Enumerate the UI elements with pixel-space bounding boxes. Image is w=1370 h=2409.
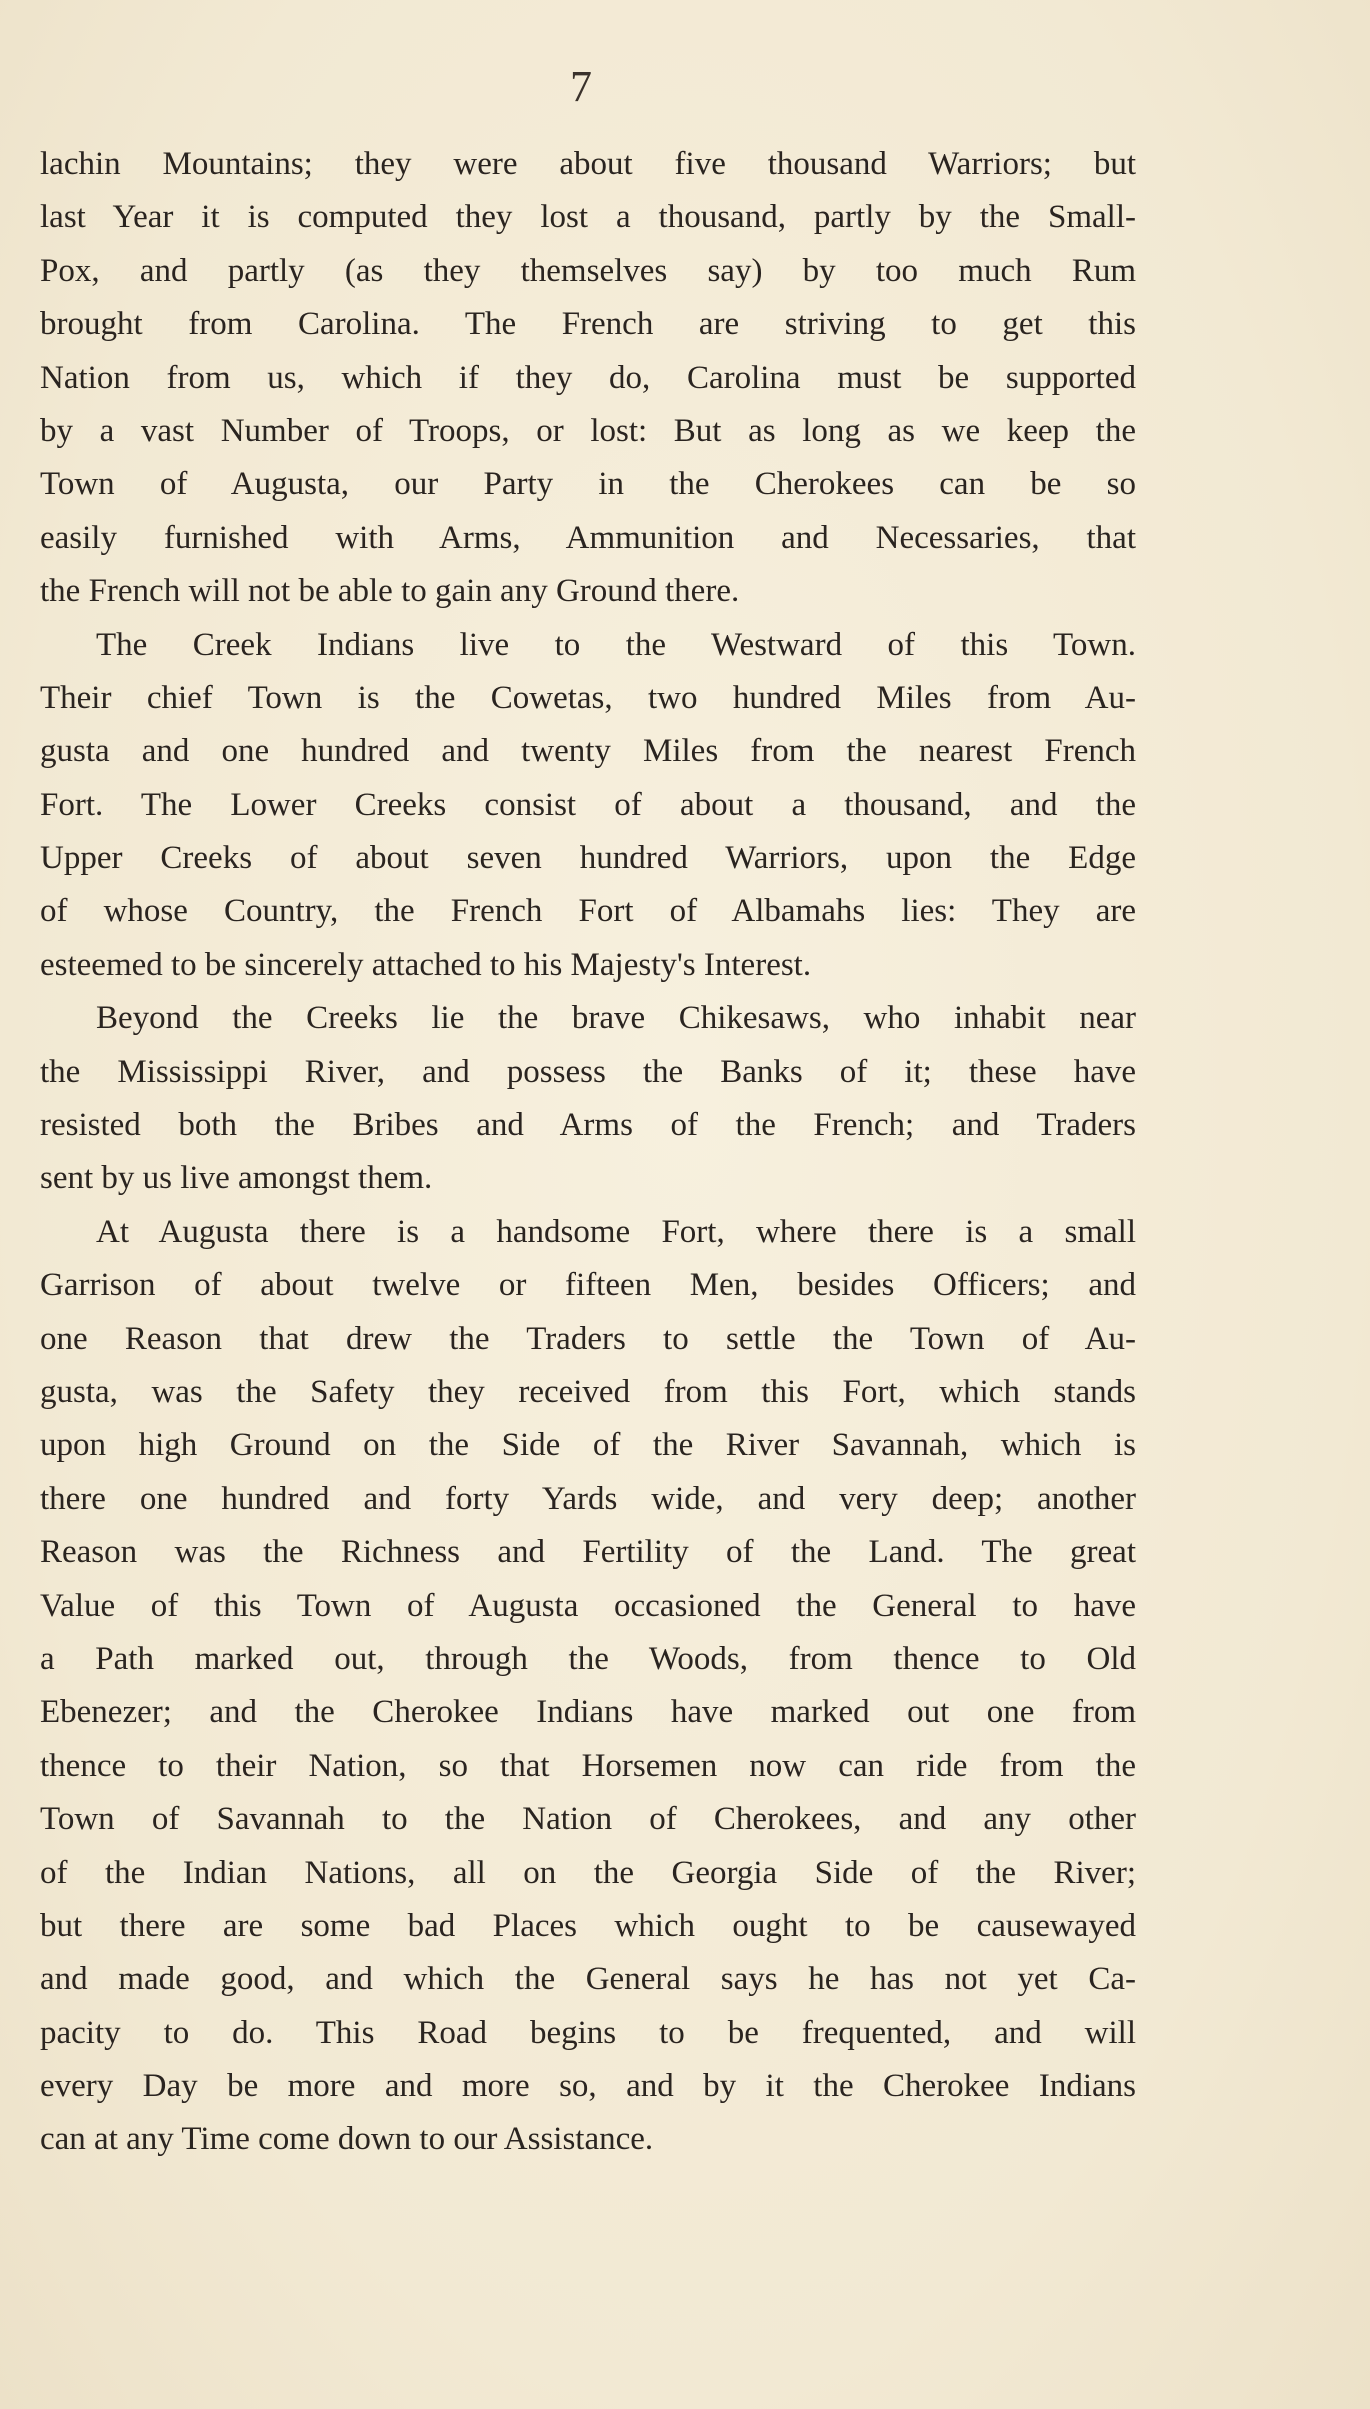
text-line: thence to their Nation, so that Horsemen now can ride from the: [40, 1747, 1136, 1784]
text-line: Town of Savannah to the Nation of Cherokees, and any other: [40, 1801, 1136, 1838]
text-line: upon high Ground on the Side of the River Savannah, which is: [40, 1427, 1136, 1464]
text-line: Garrison of about twelve or fifteen Men, besides Officers; and: [40, 1267, 1136, 1304]
text-line: Their chief Town is the Cowetas, two hundred Miles from Au-: [40, 679, 1136, 716]
text-line: resisted both the Bribes and Arms of the French; and Traders: [40, 1107, 1136, 1144]
text-line: gusta and one hundred and twenty Miles from the nearest French: [40, 733, 1136, 770]
text-line: can at any Time come down to our Assistance.: [40, 2121, 654, 2158]
text-line: by a vast Number of Troops, or lost: But as long as we keep the: [40, 412, 1136, 449]
text-line: Upper Creeks of about seven hundred Warriors, upon the Edge: [40, 840, 1136, 877]
paragraph-start-line: The Creek Indians live to the Westward of this Town.: [96, 626, 1136, 663]
text-line: but there are some bad Places which ought to be causewayed: [40, 1907, 1136, 1944]
text-line: the French will not be able to gain any Ground there.: [40, 573, 740, 610]
text-line: lachin Mountains; they were about five thousand Warriors; but: [40, 146, 1136, 182]
text-line: the Mississippi River, and possess the Banks of it; these have: [40, 1053, 1136, 1090]
text-line: a Path marked out, through the Woods, from thence to Old: [40, 1640, 1136, 1677]
text-line: brought from Carolina. The French are striving to get this: [40, 306, 1136, 343]
text-line: Value of this Town of Augusta occasioned the General to have: [40, 1587, 1136, 1624]
paragraph-start-line: At Augusta there is a handsome Fort, where there is a small: [96, 1213, 1136, 1250]
text-line: there one hundred and forty Yards wide, and very deep; another: [40, 1480, 1136, 1517]
text-line: sent by us live amongst them.: [40, 1160, 433, 1197]
text-line: of whose Country, the French Fort of Albamahs lies: They are: [40, 893, 1136, 930]
text-line: Reason was the Richness and Fertility of the Land. The great: [40, 1534, 1136, 1571]
text-line: last Year it is computed they lost a thousand, partly by the Small-: [40, 199, 1136, 236]
paragraph-start-line: Beyond the Creeks lie the brave Chikesaws, who inhabit near: [96, 1000, 1136, 1037]
text-line: easily furnished with Arms, Ammunition and Necessaries, that: [40, 519, 1136, 556]
text-line: Ebenezer; and the Cherokee Indians have marked out one from: [40, 1694, 1136, 1731]
text-line: of the Indian Nations, all on the Georgia Side of the River;: [40, 1854, 1136, 1891]
text-line: pacity to do. This Road begins to be frequented, and will: [40, 2014, 1136, 2051]
page-number: 7: [570, 62, 592, 111]
text-line: Nation from us, which if they do, Carolina must be supported: [40, 359, 1136, 396]
text-line: esteemed to be sincerely attached to his Majesty's Interest.: [40, 946, 812, 983]
text-line: gusta, was the Safety they received from this Fort, which stands: [40, 1373, 1136, 1410]
text-line: Town of Augusta, our Party in the Cherokees can be so: [40, 466, 1136, 503]
text-line: and made good, and which the General says he has not yet Ca-: [40, 1961, 1136, 1998]
text-line: Pox, and partly (as they themselves say) by too much Rum: [40, 252, 1136, 289]
text-line: every Day be more and more so, and by it the Cherokee Indians: [40, 2068, 1136, 2105]
text-line: Fort. The Lower Creeks consist of about a thousand, and the: [40, 786, 1136, 823]
text-line: one Reason that drew the Traders to settle the Town of Au-: [40, 1320, 1136, 1357]
body-text: [40, 138, 1136, 2167]
